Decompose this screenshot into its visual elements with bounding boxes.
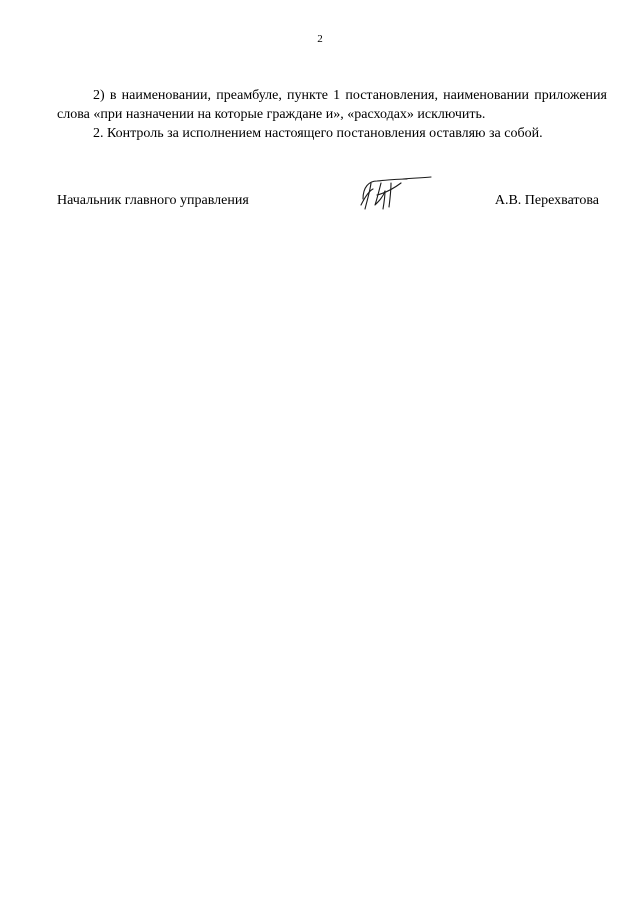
document-body (57, 86, 607, 143)
paragraph-amendment: 2) в наименовании, преамбуле, пункте 1 постановления, наименовании приложения слова «при назначении на которые граждане и», «расходах» исключить. (57, 88, 607, 122)
signatory-position: Начальник главного управления (57, 193, 249, 208)
paragraph-control: 2. Контроль за исполнением настоящего постановления оставляю за собой. (93, 126, 543, 141)
signature-block (57, 191, 599, 213)
page-number: 2 (317, 33, 323, 45)
signatory-name: А.В. Перехватова (494, 193, 599, 208)
handwritten-signature-icon (357, 175, 433, 213)
